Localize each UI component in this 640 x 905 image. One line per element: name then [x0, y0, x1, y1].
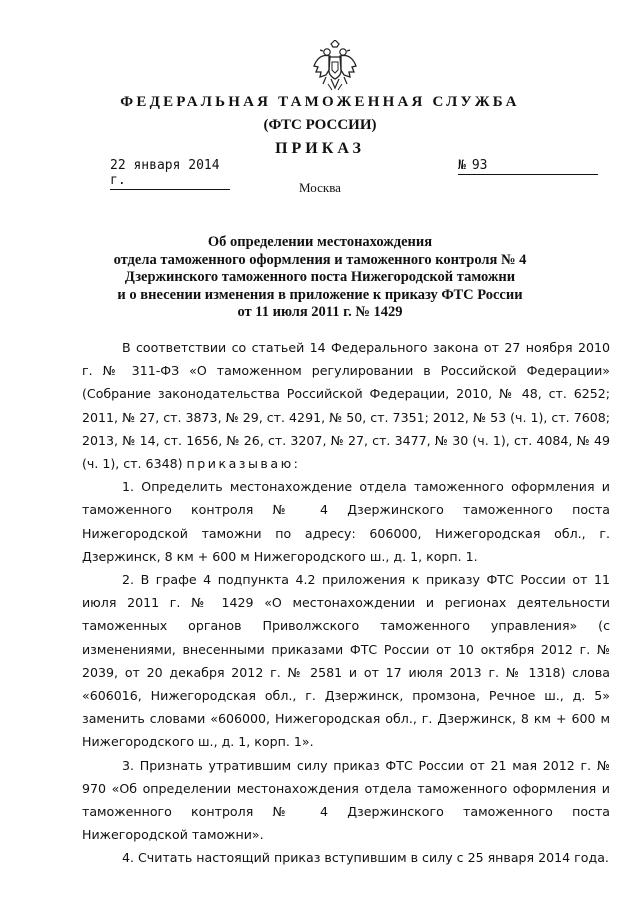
organization-short-name: (ФТС РОССИИ) — [263, 117, 377, 133]
document-title — [60, 234, 580, 322]
document-date: 22 января 2014 г. — [110, 158, 230, 190]
document-body — [82, 336, 610, 870]
order-item: 1. Определить местонахождение отдела таможенного оформления и таможенного контроля № 4 Дзержинского таможенного поста Нижегородской таможни по адресу: 606000, Нижегородская обл., г. Дзержинск, 8 км + 600 м Нижегородского ш., д. 1, корп. 1. — [82, 479, 610, 564]
number-sign: № — [458, 158, 466, 173]
preamble-text: В соответствии со статьей 14 Федерального закона от 27 ноября 2010 г. № 311-ФЗ «О таможенном регулировании в Российской Федерации» (Собрание законодательства Российской Федерации, 2010, № 48, ст. 6252; 2011, № 27, ст. 3873, № 29, ст. 4291, № 50, ст. 7351; 2012, № 53 (ч. 1), ст. 7608; 2013, № 14, ст. 1656, № 26, ст. 3207, № 27, ст. 3477, № 30 (ч. 1), ст. 4084, № 49 (ч. 1), ст. 6348) — [82, 340, 610, 472]
title-line: от 11 июля 2011 г. № 1429 — [237, 304, 403, 320]
document-city: Москва — [299, 180, 341, 195]
order-item: 4. Считать настоящий приказ вступившим в силу с 25 января 2014 года. — [122, 850, 609, 866]
coat-of-arms-icon — [312, 40, 358, 92]
document-number: 93 — [471, 158, 488, 173]
document-number-field — [458, 158, 598, 175]
organization-name: ФЕДЕРАЛЬНАЯ ТАМОЖЕННАЯ СЛУЖБА — [120, 94, 520, 110]
order-item: 2. В графе 4 подпункта 4.2 приложения к приказу ФТС России от 11 июля 2011 г. № 1429 «О местонахождении и регионах деятельности таможенных органов Приволжского таможенного управления» (с изменениями, внесенными приказами ФТС России от 10 октября 2012 г. № 2039, от 20 декабря 2012 г. № 2581 и от 17 июля 2013 г. № 1318) слова «606016, Нижегородская обл., г. Дзержинск, промзона, Речное ш., д. 5» заменить словами «606000, Нижегородская обл., г. Дзержинск, 8 км + 600 м Нижегородского ш., д. 1, корп. 1». — [82, 572, 610, 750]
title-line: отдела таможенного оформления и таможенного контроля № 4 — [113, 251, 527, 268]
title-line: и о внесении изменения в приложение к приказу ФТС России — [117, 286, 523, 303]
document-type: ПРИКАЗ — [275, 140, 365, 157]
title-line: Дзержинского таможенного поста Нижегородской таможни — [124, 269, 516, 285]
title-line: Об определении местонахождения — [207, 234, 433, 250]
order-word: приказываю: — [186, 456, 301, 472]
order-item: 3. Признать утратившим силу приказ ФТС России от 21 мая 2012 г. № 970 «Об определении местонахождения отдела таможенного оформления и таможенного контроля № 4 Дзержинского таможенного поста Нижегородской таможни». — [82, 757, 610, 843]
preamble-paragraph — [82, 336, 610, 475]
